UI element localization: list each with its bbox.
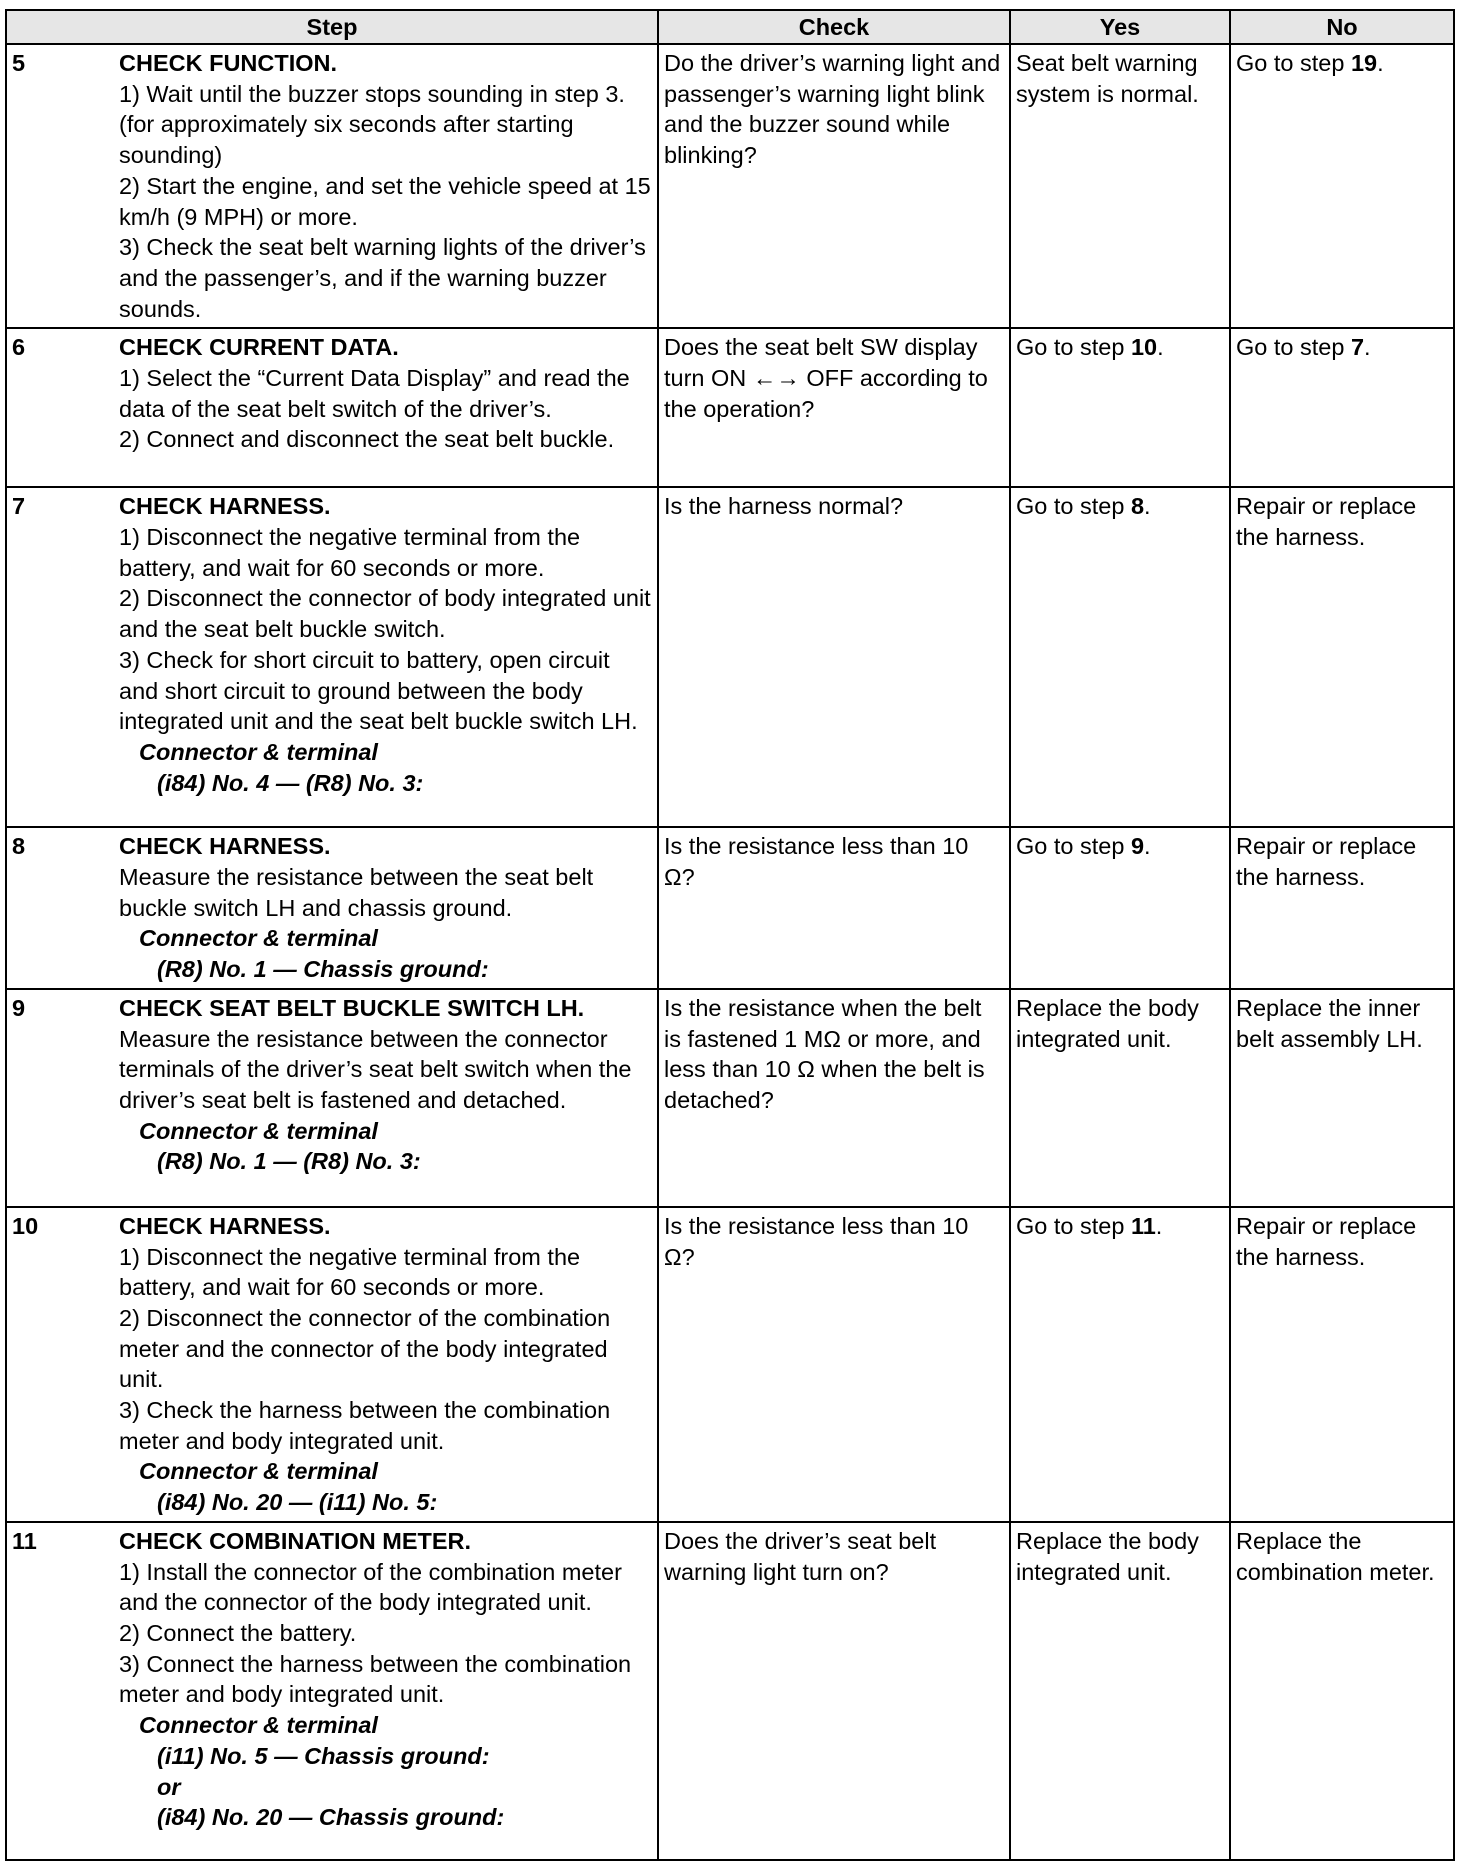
step-cell [6, 827, 658, 989]
connector-terminal-spec: (R8) No. 1 — (R8) No. 3: [157, 1148, 421, 1175]
go-to-suffix: . [1364, 334, 1371, 361]
step-cell [6, 328, 658, 487]
go-to-suffix: . [1144, 833, 1151, 860]
header-step: Step [6, 10, 658, 44]
table-row [6, 827, 1454, 989]
connector-terminal-title: Connector & terminal [139, 1712, 378, 1739]
connector-terminal-title: Connector & terminal [139, 1117, 378, 1144]
step-instruction: 2) Connect the battery. [119, 1619, 357, 1646]
step-instruction: 2) Disconnect the connector of body integrated unit and the seat belt buckle switch. [119, 585, 651, 643]
go-to-suffix: . [1155, 1212, 1163, 1239]
step-title: CHECK COMBINATION METER. [119, 1527, 472, 1554]
step-instruction: 1) Disconnect the negative terminal from the battery, and wait for 60 seconds or more. [119, 524, 581, 581]
step-instruction: 2) Connect and disconnect the seat belt buckle. [119, 426, 615, 453]
connector-terminal-spec: (R8) No. 1 — Chassis ground: [157, 956, 489, 983]
connector-terminal-or: or [157, 1773, 181, 1800]
yes-cell [1010, 328, 1230, 487]
table-row [6, 989, 1454, 1207]
header-check: Check [658, 10, 1010, 44]
step-instruction: Measure the resistance between the seat belt buckle switch LH and chassis ground. [119, 864, 594, 921]
no-cell: Repair or replace the harness. [1230, 1207, 1454, 1522]
check-cell: Is the resistance less than 10 Ω? [658, 827, 1010, 989]
go-to-step-number: 19 [1350, 50, 1378, 76]
go-to-prefix: Go to step [1016, 334, 1131, 361]
yes-cell [1010, 827, 1230, 989]
step-number: 10 [12, 1212, 39, 1239]
table-row [6, 1207, 1454, 1522]
yes-cell [1010, 487, 1230, 827]
step-instruction: 3) Check the seat belt warning lights of the driver’s and the passenger’s, and if the warning buzzer sounds. [119, 234, 646, 322]
header-no: No [1230, 10, 1454, 44]
check-cell: Do the driver’s warning light and passenger’s warning light blink and the buzzer sound while blinking? [658, 44, 1010, 328]
connector-terminal-spec: (i84) No. 20 — Chassis ground: [157, 1804, 505, 1831]
check-cell: Is the resistance less than 10 Ω? [658, 1207, 1010, 1522]
step-instruction: 3) Connect the harness between the combination meter and body integrated unit. [119, 1650, 632, 1708]
step-instruction: 2) Start the engine, and set the vehicle speed at 15 km/h (9 MPH) or more. [119, 172, 651, 230]
go-to-step-number: 11 [1130, 1212, 1156, 1239]
step-cell [6, 1522, 658, 1860]
go-to-step-number: 7 [1350, 334, 1365, 361]
no-cell: Replace the inner belt assembly LH. [1230, 989, 1454, 1207]
step-instruction: Measure the resistance between the connector terminals of the driver’s seat belt switch when the driver’s seat belt is fastened and detached. [119, 1025, 632, 1113]
check-cell: Does the seat belt SW display turn ON ←→ OFF according to the operation? [658, 328, 1010, 487]
yes-cell: Replace the body integrated unit. [1010, 1522, 1230, 1860]
step-cell [6, 989, 658, 1207]
table-row [6, 1522, 1454, 1860]
no-cell: Replace the combination meter. [1230, 1522, 1454, 1860]
step-cell [6, 487, 658, 827]
step-title: CHECK HARNESS. [119, 833, 331, 860]
check-cell: Does the driver’s seat belt warning light turn on? [658, 1522, 1010, 1860]
diagnostic-table [5, 9, 1455, 1861]
step-number: 7 [12, 493, 26, 520]
connector-terminal-spec: (i84) No. 20 — (i11) No. 5: [157, 1489, 438, 1516]
step-instruction: 1) Wait until the buzzer stops sounding in step 3. (for approximately six seconds after starting sounding) [119, 80, 625, 169]
check-cell: Is the resistance when the belt is fastened 1 MΩ or more, and less than 10 Ω when the belt is detached? [658, 989, 1010, 1207]
go-to-suffix: . [1377, 50, 1384, 76]
connector-terminal-title: Connector & terminal [139, 925, 378, 952]
connector-terminal-title: Connector & terminal [139, 738, 378, 765]
step-instruction: 1) Install the connector of the combination meter and the connector of the body integrated unit. [119, 1558, 622, 1616]
yes-cell [1010, 1207, 1230, 1522]
go-to-prefix: Go to step [1236, 50, 1351, 76]
header-yes: Yes [1010, 10, 1230, 44]
step-title: CHECK HARNESS. [119, 493, 331, 520]
step-number: 5 [12, 50, 26, 76]
step-instruction: 1) Select the “Current Data Display” and read the data of the seat belt switch of the driver’s. [119, 365, 630, 422]
step-number: 8 [12, 833, 26, 860]
step-title: CHECK CURRENT DATA. [119, 334, 399, 361]
yes-cell: Replace the body integrated unit. [1010, 989, 1230, 1207]
step-instruction: 3) Check the harness between the combination meter and body integrated unit. [119, 1397, 611, 1454]
go-to-step-number: 9 [1130, 833, 1145, 860]
go-to-prefix: Go to step [1236, 334, 1351, 361]
connector-terminal-spec: (i84) No. 4 — (R8) No. 3: [157, 769, 424, 796]
step-title: CHECK SEAT BELT BUCKLE SWITCH LH. [119, 994, 585, 1021]
step-number: 6 [12, 334, 26, 361]
go-to-suffix: . [1157, 334, 1164, 361]
step-title: CHECK FUNCTION. [119, 50, 338, 76]
no-cell [1230, 44, 1454, 328]
table-row [6, 487, 1454, 827]
check-cell: Is the harness normal? [658, 487, 1010, 827]
step-title: CHECK HARNESS. [119, 1212, 331, 1239]
step-number: 11 [12, 1527, 37, 1554]
yes-cell: Seat belt warning system is normal. [1010, 44, 1230, 328]
header-row [6, 10, 1454, 44]
go-to-prefix: Go to step [1016, 833, 1131, 860]
go-to-prefix: Go to step [1016, 493, 1131, 520]
go-to-step-number: 10 [1130, 334, 1158, 361]
step-cell [6, 1207, 658, 1522]
go-to-prefix: Go to step [1016, 1212, 1131, 1239]
table-row [6, 44, 1454, 328]
step-instruction: 3) Check for short circuit to battery, open circuit and short circuit to ground between the body integrated unit and the seat belt buckle switch LH. [119, 646, 638, 735]
step-cell [6, 44, 658, 328]
step-instruction: 1) Disconnect the negative terminal from the battery, and wait for 60 seconds or more. [119, 1243, 581, 1301]
go-to-suffix: . [1144, 493, 1151, 520]
no-cell: Repair or replace the harness. [1230, 827, 1454, 989]
step-instruction: 2) Disconnect the connector of the combination meter and the connector of the body integrated unit. [119, 1304, 611, 1393]
no-cell: Repair or replace the harness. [1230, 487, 1454, 827]
connector-terminal-spec: (i11) No. 5 — Chassis ground: [157, 1742, 490, 1769]
step-number: 9 [12, 994, 26, 1021]
no-cell [1230, 328, 1454, 487]
table-row [6, 328, 1454, 487]
go-to-step-number: 8 [1130, 493, 1145, 520]
connector-terminal-title: Connector & terminal [139, 1458, 378, 1485]
